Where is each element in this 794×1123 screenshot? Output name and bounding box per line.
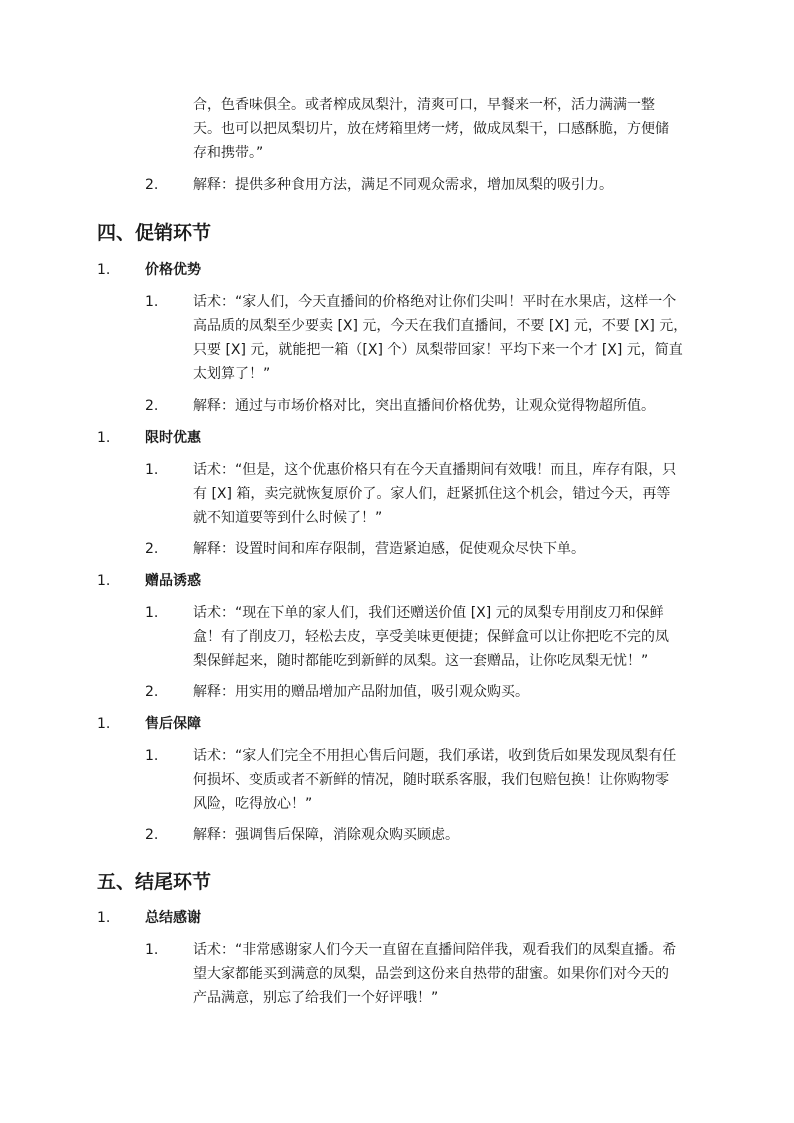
s4-item4-script-line-3: 风险，吃得放心！”: [193, 796, 313, 812]
s4-item1-script-line-2: 高品质的凤梨至少要卖 [X] 元，今天在我们直播间，不要 [X] 元，不要 [X] 元，: [193, 318, 688, 334]
s4-item1-explain-number: 2.: [145, 398, 159, 414]
intro-line-1: 合，色香味俱全。或者榨成凤梨汁，清爽可口，早餐来一杯，活力满满一整: [193, 97, 655, 113]
s5-item1-script-line-3: 产品满意，别忘了给我们一个好评哦！”: [193, 990, 439, 1006]
intro-explain-number: 2.: [145, 177, 159, 193]
intro-line-3: 存和携带。”: [193, 145, 264, 161]
s4-item3-number: 1.: [97, 573, 111, 589]
s5-item1-label: 总结感谢: [145, 910, 201, 926]
s4-item2-explain: 解释：设置时间和库存限制，营造紧迫感，促使观众尽快下单。: [193, 541, 585, 557]
s4-item3-script-line-1: 话术：“现在下单的家人们，我们还赠送价值 [X] 元的凤梨专用削皮刀和保鲜: [193, 605, 664, 621]
s4-item1-script-line-4: 太划算了！”: [193, 366, 271, 382]
s4-item3-script-line-3: 梨保鲜起来，随时都能吃到新鲜的凤梨。这一套赠品，让你吃凤梨无忧！”: [193, 653, 649, 669]
s4-item1-script-line-1: 话术：“家人们，今天直播间的价格绝对让你们尖叫！平时在水果店，这样一个: [193, 294, 677, 310]
s4-item2-script-line-2: 有 [X] 箱，卖完就恢复原价了。家人们，赶紧抓住这个机会，错过今天，再等: [193, 486, 671, 502]
intro-line-2: 天。也可以把凤梨切片，放在烤箱里烤一烤，做成凤梨干，口感酥脆，方便储: [193, 121, 669, 137]
s4-item4-explain: 解释：强调售后保障，消除观众购买顾虑。: [193, 827, 459, 843]
s4-item3-script-line-2: 盒！有了削皮刀，轻松去皮，享受美味更便捷；保鲜盒可以让你把吃不完的凤: [193, 629, 669, 645]
s4-item1-label: 价格优势: [145, 262, 201, 278]
section-4-title: 四、促销环节: [97, 222, 212, 244]
s4-item1-number: 1.: [97, 262, 111, 278]
section-5-title: 五、结尾环节: [97, 871, 212, 893]
s4-item4-script-number: 1.: [145, 748, 159, 764]
s5-item1-number: 1.: [97, 910, 111, 926]
s4-item2-number: 1.: [97, 430, 111, 446]
s4-item1-script-line-3: 只要 [X] 元，就能把一箱（[X] 个）凤梨带回家！平均下来一个才 [X] 元，简直: [193, 342, 683, 358]
s4-item1-script-number: 1.: [145, 294, 159, 310]
s4-item3-explain-number: 2.: [145, 684, 159, 700]
s4-item2-explain-number: 2.: [145, 541, 159, 557]
s4-item2-label: 限时优惠: [145, 430, 201, 446]
s4-item4-script-line-2: 何损坏、变质或者不新鲜的情况，随时联系客服，我们包赔包换！让你购物零: [193, 772, 669, 788]
s4-item2-script-line-1: 话术：“但是，这个优惠价格只有在今天直播期间有效哦！而且，库存有限，只: [193, 462, 677, 478]
s4-item4-label: 售后保障: [145, 716, 201, 732]
s5-item1-script-line-2: 望大家都能买到满意的凤梨，品尝到这份来自热带的甜蜜。如果你们对今天的: [193, 966, 669, 982]
s4-item1-explain: 解释：通过与市场价格对比，突出直播间价格优势，让观众觉得物超所值。: [193, 398, 655, 414]
s5-item1-script-line-1: 话术：“非常感谢家人们今天一直留在直播间陪伴我，观看我们的凤梨直播。希: [193, 942, 677, 958]
s4-item3-label: 赠品诱惑: [145, 573, 201, 589]
s4-item3-script-number: 1.: [145, 605, 159, 621]
s4-item2-script-number: 1.: [145, 462, 159, 478]
s4-item3-explain: 解释：用实用的赠品增加产品附加值，吸引观众购买。: [193, 684, 529, 700]
s4-item2-script-line-3: 就不知道要等到什么时候了！”: [193, 510, 383, 526]
s4-item4-number: 1.: [97, 716, 111, 732]
intro-explain: 解释：提供多种食用方法，满足不同观众需求，增加凤梨的吸引力。: [193, 177, 613, 193]
s5-item1-script-number: 1.: [145, 942, 159, 958]
s4-item4-script-line-1: 话术：“家人们完全不用担心售后问题，我们承诺，收到货后如果发现凤梨有任: [193, 748, 677, 764]
s4-item4-explain-number: 2.: [145, 827, 159, 843]
